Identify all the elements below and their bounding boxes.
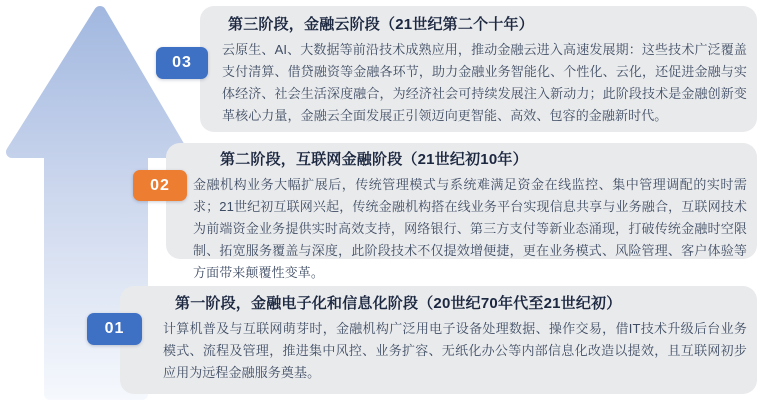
stage-description-2: 金融机构业务大幅扩展后，传统管理模式与系统难满足资金在线监控、集中管理调配的实时需求；21世纪初互联网兴起，传统金融机构搭在线业务平台实现信息共享与业务融合，互联网技术为前端资金业务提供实时高效支持，网络银行、第三方支付等新业态涌现，打破传统金融时空限制、拓宽服务覆盖与深度，此阶段技术不仅提效增便捷，更在业务模式、风险管理、客户体验等方面带来颠覆性变革。 [193, 177, 747, 280]
stage-panel-3 [200, 6, 757, 132]
stage-description-3: 云原生、AI、大数据等前沿技术成熟应用，推动金融云进入高速发展期：这些技术广泛覆盖支付清算、借贷融资等金融各环节，助力金融业务智能化、个性化、云化，还促进金融与实体经济、社会生活深度融合，为经济社会可持续发展注入新动力；此阶段技术是金融创新变革核心力量，金融云全面发展正引领迈向更智能、高效、包容的金融新时代。 [222, 42, 747, 123]
stage-title-3: 第三阶段，金融云阶段（21世纪第二个十年） [228, 16, 534, 33]
stage-title-1: 第一阶段，金融电子化和信息化阶段（20世纪70年代至21世纪初） [175, 295, 622, 312]
stage-panel-1 [120, 286, 757, 394]
stage-number-badge-01: 01 [87, 313, 142, 345]
stage-title-2: 第二阶段，互联网金融阶段（21世纪初10年） [220, 151, 528, 168]
stage-number-badge-03: 03 [156, 47, 208, 79]
stage-panel-2 [166, 143, 757, 280]
stage-number-badge-02: 02 [133, 170, 187, 201]
stage-description-1: 计算机普及与互联网萌芽时，金融机构广泛用电子设备处理数据、操作交易，借IT技术升级后台业务模式、流程及管理，推进集中风控、业务扩容、无纸化办公等内部信息化改造以提效，且互联网初步应用为远程金融服务奠基。 [163, 321, 747, 380]
